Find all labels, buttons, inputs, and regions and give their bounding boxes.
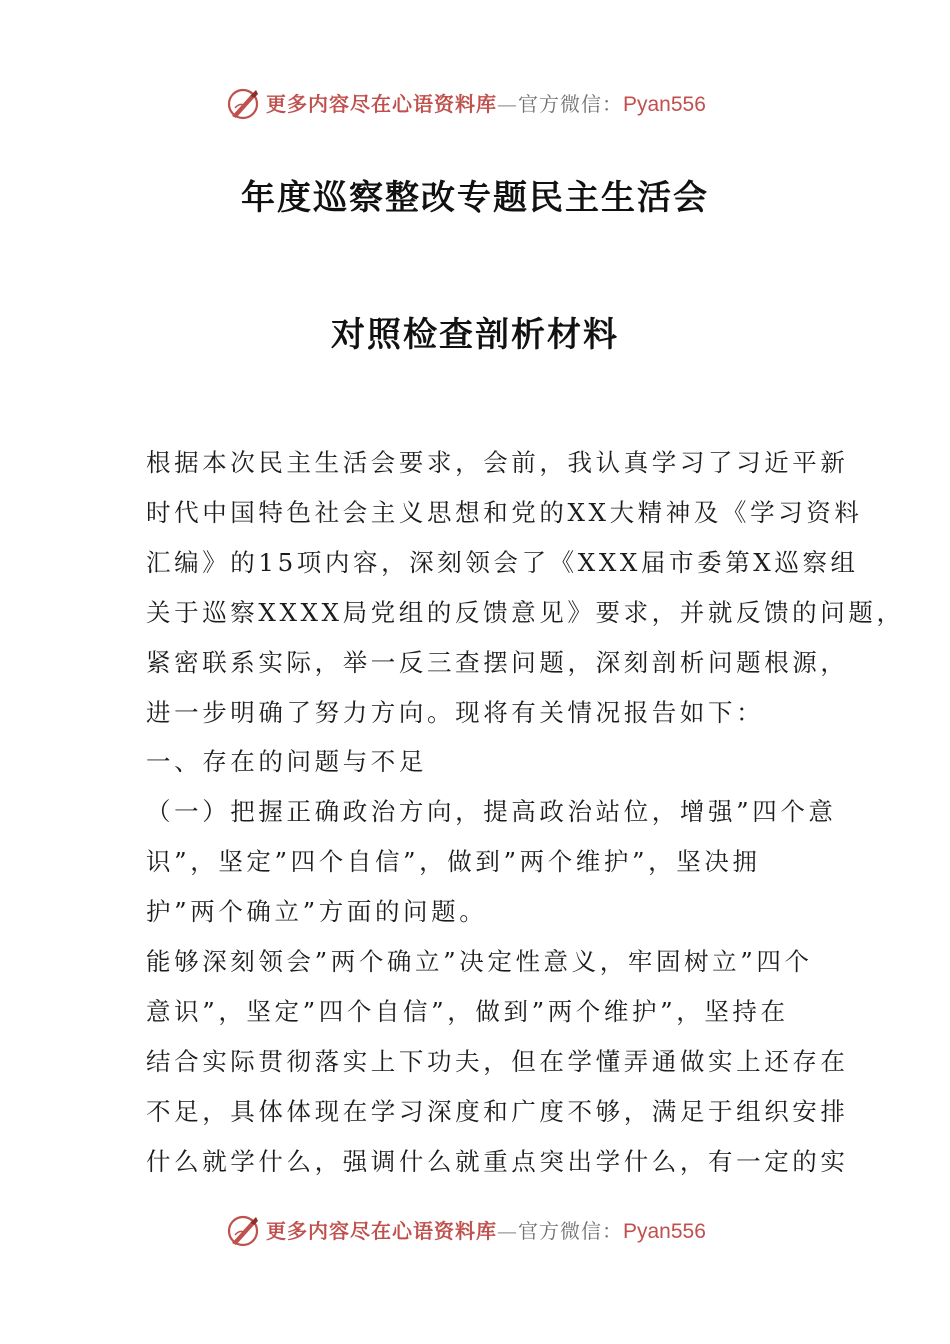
watermark-official-label: 官方微信： [518,1219,623,1243]
body-line: 紧密联系实际，举一反三查摆问题，深刻剖析问题根源， [146,648,849,677]
watermark-wechat-id: Pyan556 [623,1220,706,1243]
watermark-footer [0,1211,950,1251]
watermark-wechat-id: Pyan556 [623,93,706,116]
pen-logo-icon [226,86,262,122]
subsection-heading: 护”两个确立”方面的问题。 [146,897,488,926]
watermark-dash: — [497,1219,518,1243]
body-line: 意识”，坚定”四个自信”，做到”两个维护”，坚持在 [146,997,789,1026]
body-line: 时代中国特色社会主义思想和党的XX大精神及《学习资料 [146,498,863,527]
watermark-dash: — [497,92,518,116]
watermark-text [266,91,706,118]
subsection-heading: （一）把握正确政治方向，提高政治站位，增强”四个意 [146,797,837,826]
body-line: 能够深刻领会”两个确立”决定性意义，牢固树立”四个 [146,947,813,976]
body-line: 根据本次民主生活会要求，会前，我认真学习了习近平新 [146,448,849,477]
watermark-text [266,1218,706,1245]
body-line: 什么就学什么，强调什么就重点突出学什么，有一定的实 [146,1147,849,1176]
body-line: 汇编》的15项内容，深刻领会了《XXX届市委第X巡察组 [146,548,859,577]
document-title-line1: 年度巡察整改专题民主生活会 [241,178,709,218]
body-line: 关于巡察XXXX局党组的反馈意见》要求，并就反馈的问题， [146,598,905,627]
subsection-heading: 识”，坚定”四个自信”，做到”两个维护”，坚决拥 [146,847,761,876]
watermark-official-label: 官方微信： [518,92,623,116]
section-heading: 一、存在的问题与不足 [146,747,427,776]
body-line: 结合实际贯彻落实上下功夫，但在学懂弄通做实上还存在 [146,1047,849,1076]
document-title-line2: 对照检查剖析材料 [331,315,619,355]
watermark-brand: 更多内容尽在心语资料库 [266,1219,497,1243]
body-line: 进一步明确了努力方向。现将有关情况报告如下： [146,698,765,727]
watermark-header [0,84,950,124]
body-line: 不足，具体体现在学习深度和广度不够，满足于组织安排 [146,1097,849,1126]
pen-logo-icon [226,1213,262,1249]
watermark-brand: 更多内容尽在心语资料库 [266,92,497,116]
